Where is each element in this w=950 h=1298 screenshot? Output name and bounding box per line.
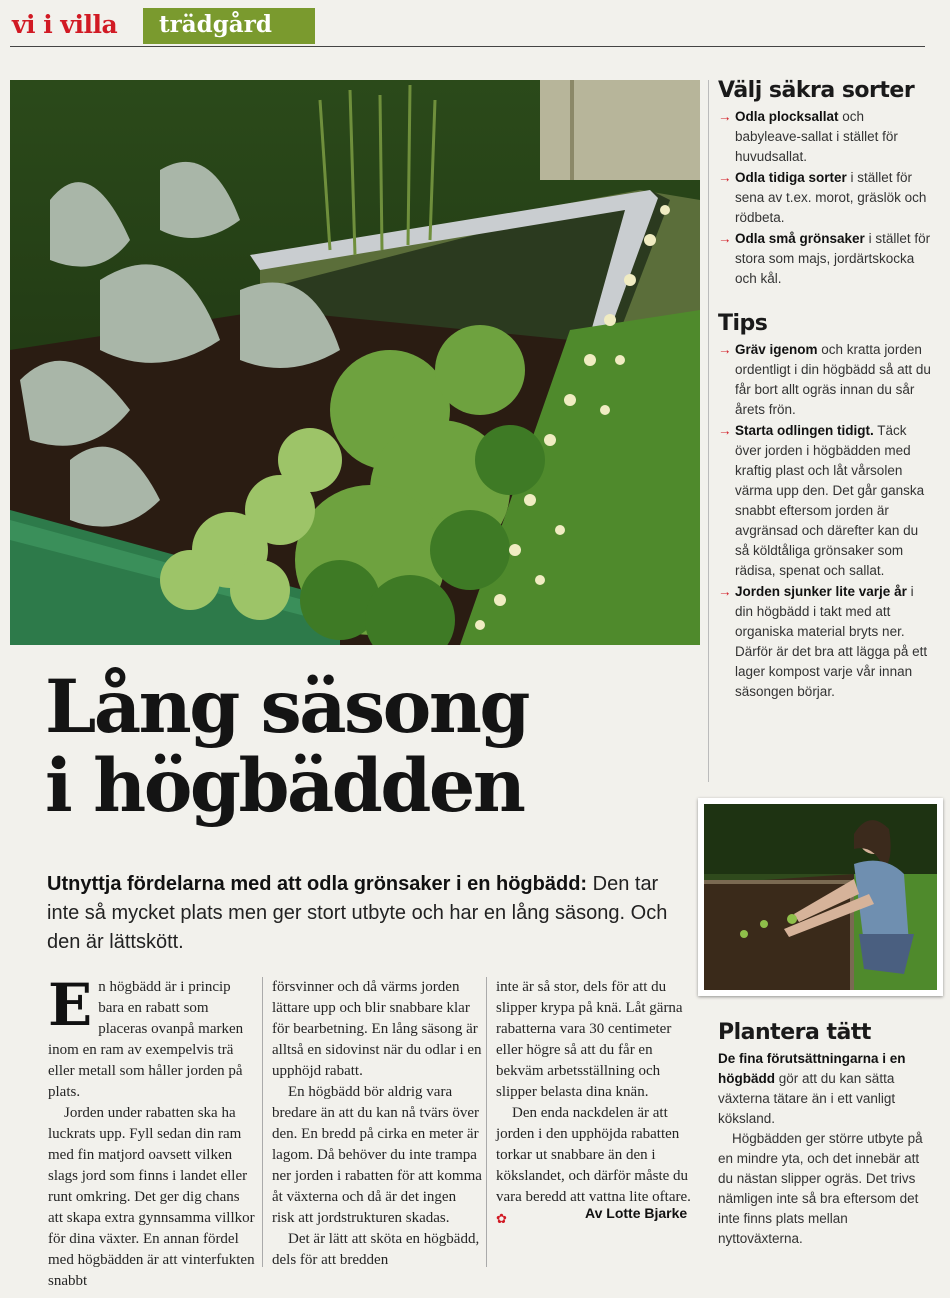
tips-list — [718, 340, 933, 702]
plantera-heading: Plantera tätt — [718, 1020, 871, 1045]
raised-bed-illustration — [10, 80, 700, 645]
raised-bed-photo — [10, 80, 700, 645]
arrow-icon: → — [718, 231, 732, 246]
list-item: → Odla tidiga sorter i stället för sena av t.ex. morot, gräslök och rödbeta. — [718, 170, 927, 225]
paragraph: Den enda nackdelen är att jorden i den upphöjda rabatten torkar ut snabbare än den i kökslandet, och därför måste du vara beredd att vattna lite oftare. ✿ — [496, 1105, 691, 1226]
list-item: → Odla små grönsaker i stället för stora som majs, jordärtskocka och kål. — [718, 231, 931, 286]
list-item: → Jorden sjunker lite varje år i din högbädd i takt med att organiska material bryts ner. Därför är det bra att lägga på ett lager kompost varje vår innan säsongen börjar. — [718, 584, 928, 699]
article-headline — [45, 664, 685, 829]
sorter-heading: Välj säkra sorter — [718, 78, 915, 103]
paragraph: Det är lätt att sköta en högbädd, dels för att bredden — [272, 1231, 480, 1268]
paragraph: En högbädd är i princip bara en rabatt som placeras ovanpå marken inom en ram av exempelvis trä eller metall som håller jorden på plats. — [48, 971, 244, 1100]
gardener-illustration — [704, 804, 937, 990]
byline: Av Lotte Bjarke — [585, 1205, 688, 1221]
paragraph: försvinner och då värms jorden lättare upp och blir snabbare klar för bearbetning. En lång säsong är alltså en sidovinst när du odlar i en upphöjd rabatt. — [272, 979, 482, 1079]
list-item: → Odla plocksallat och babyleave-sallat i stället för huvudsallat. — [718, 109, 898, 164]
magazine-header — [10, 8, 925, 42]
paragraph: inte är så stor, dels för att du slipper krypa på knä. Låt gärna rabatterna vara 30 centimeter eller högre så att du får en bekväm arbetsställning och slipper belasta dina knän. — [496, 979, 683, 1100]
section-tag: trädgård — [143, 8, 315, 44]
drop-cap: E — [48, 971, 93, 1039]
headline-line-2: i högbädden — [45, 743, 524, 829]
tips-heading: Tips — [718, 311, 768, 336]
sidebar-divider — [708, 80, 709, 782]
end-mark-icon: ✿ — [496, 1211, 507, 1226]
body-column-3 — [496, 977, 701, 1230]
paragraph: Högbädden ger större utbyte på en mindre yta, och det innebär att du nästan slipper ogräs. Det trivs nämligen inte så bra eftersom det inte finns plats mellan nyttoväxterna. — [718, 1131, 923, 1246]
brand-logo: vi i villa — [12, 10, 118, 39]
paragraph: En högbädd bör aldrig vara bredare än att du kan nå tvärs över den. En bredd på cirka en meter är lagom. Då behöver du inte trampa ner jorden i rabatten för att komma åt växterna och då är det ingen risk att jordstrukturen skadas. — [272, 1084, 482, 1226]
arrow-icon: → — [718, 423, 732, 438]
article-lead: Utnyttja fördelarna med att odla grönsaker i en högbädd: Den tar inte så mycket plats men ger stort utbyte och har en lång säsong. Och den är lättskött. — [47, 873, 668, 953]
header-rule — [10, 46, 925, 47]
column-rule — [486, 977, 487, 1267]
column-rule — [262, 977, 263, 1267]
list-item: → Starta odlingen tidigt. Täck över jorden i högbädden med kraftig plast och låt vårsolen värma upp den. Det går ganska snabbt eftersom jorden är avgränsad och därefter kan du så köldtåliga grönsaker som rädisa, spenat och sallat. — [718, 423, 925, 578]
arrow-icon: → — [718, 109, 732, 124]
sorter-list — [718, 107, 933, 289]
sidebar — [718, 78, 933, 703]
body-column-1 — [48, 971, 258, 1292]
arrow-icon: → — [718, 170, 732, 185]
list-item: → Gräv igenom och kratta jorden ordentligt i din högbädd så att du får bort allt ogräs innan du sår årets frön. — [718, 342, 931, 417]
headline-line-1: Lång säsong — [45, 664, 528, 750]
plantera-box — [718, 1020, 928, 1249]
body-column-2 — [272, 977, 482, 1271]
gardener-photo — [698, 798, 943, 996]
paragraph: Jorden under rabatten ska ha luckrats upp. Fyll sedan din ram med fin matjord oavsett vilken slags jord som finns i landet eller runt omkring. Det ger dig chans att skapa extra gynnsamma villkor för dina växter. En annan fördel med högbädden är att vinterfukten snabbt — [48, 1105, 255, 1289]
arrow-icon: → — [718, 342, 732, 357]
paragraph: De fina förutsättningarna i en högbädd gör att du kan sätta växterna tätare än i ett vanligt köksland. — [718, 1051, 906, 1126]
arrow-icon: → — [718, 584, 732, 599]
